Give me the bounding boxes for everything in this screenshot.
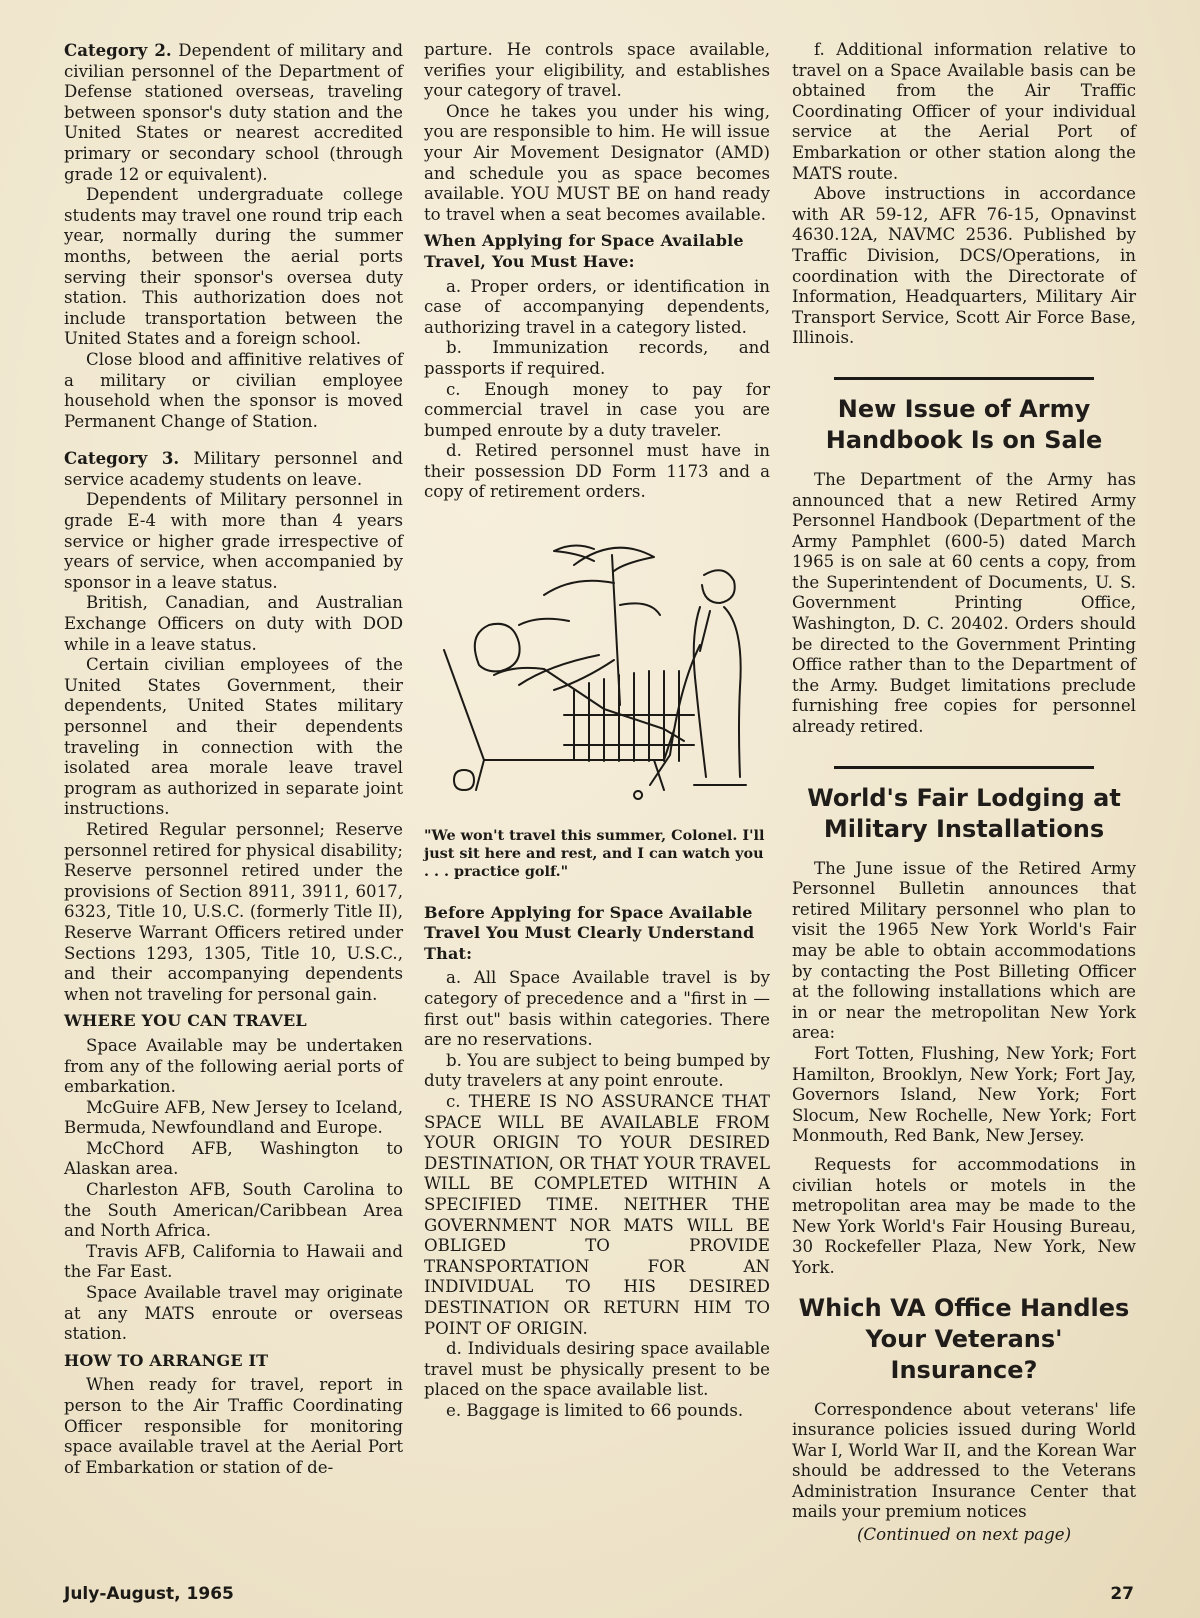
exchange-officers-paragraph: British, Canadian, and Australian Exchange Officers on duty with DOD while in a leave status.	[64, 593, 403, 654]
additional-info-paragraph: f. Additional information relative to travel on a Space Available basis can be obtained from the Air Traffic Coordinating Officer of your individual service at the Aerial Port of Embarkation or other station along the MATS route.	[792, 40, 1136, 183]
section-divider	[834, 377, 1094, 380]
continued-note: (Continued on next page)	[856, 1525, 1072, 1545]
dependents-paragraph: Dependents of Military personnel in grade E-4 with more than 4 years service or higher grade irrespective of years of service, when accompanied by sponsor in a leave status.	[64, 490, 403, 592]
cartoon-caption: "We won't travel this summer, Colonel. I'll just sit here and rest, and I can watch you . . . practice golf."	[424, 826, 765, 880]
forts-paragraph: Fort Totten, Flushing, New York; Fort Hamilton, Brooklyn, New York; Fort Jay, Governors Island, New York; Fort Slocum, New Rochelle, New York; Fort Monmouth, Red Bank, New Jersey.	[792, 1043, 1136, 1146]
charleston-paragraph: Charleston AFB, South Carolina to the South American/Caribbean Area and North Africa.	[64, 1180, 403, 1241]
column-1	[64, 40, 403, 1478]
category-2-lead: Category 2.	[64, 40, 172, 60]
departure-paragraph: parture. He controls space available, verifies your eligibility, and establishes your category of travel.	[424, 40, 770, 101]
before-applying-heading: Before Applying for Space Available Travel You Must Clearly Understand That:	[424, 902, 755, 963]
wing-paragraph: Once he takes you under his wing, you are responsible to him. He will issue your Air Movement Designator (AMD) and schedule you as space becomes available. YOU MUST BE on hand ready to travel when a seat becomes available.	[424, 101, 770, 224]
mcguire-paragraph: McGuire AFB, New Jersey to Iceland, Bermuda, Newfoundland and Europe.	[64, 1097, 403, 1138]
requests-paragraph: Requests for accommodations in civilian hotels or motels in the metropolitan area may be made to the New York World's Fair Housing Bureau, 30 Rockefeller Plaza, New York, New York.	[792, 1154, 1136, 1277]
how-to-arrange-heading: HOW TO ARRANGE IT	[64, 1350, 269, 1370]
travis-paragraph: Travis AFB, California to Hawaii and the Far East.	[64, 1241, 403, 1282]
understand-c: c. THERE IS NO ASSURANCE THAT SPACE WILL BE AVAILABLE FROM YOUR ORIGIN TO YOUR DESIRED DESTINATION, OR THAT YOUR TRAVEL WILL BE COMPLETED WITHIN A SPECIFIED TIME. NEITHER THE GOVERNMENT NOR MATS WILL BE OBLIGED TO PROVIDE TRANSPORTATION FOR AN INDIVIDUAL TO HIS DESIRED DESTINATION OR RETURN HIM TO POINT OF ORIGIN.	[424, 1092, 770, 1338]
issue-date: July-August, 1965	[64, 1584, 234, 1604]
page-number: 27	[1110, 1584, 1134, 1604]
space-available-paragraph: Space Available may be undertaken from any of the following aerial ports of embarkation.	[64, 1035, 403, 1097]
worlds-fair-article-title: World's Fair Lodging at Military Installations	[807, 783, 1121, 843]
ready-paragraph: When ready for travel, report in person to the Air Traffic Coordinating Officer responsible for monitoring space available travel at the Aerial Port of Embarkation or station of de-	[64, 1375, 403, 1477]
tree-icon	[519, 546, 660, 706]
requirement-b: b. Immunization records, and passports if required.	[424, 338, 770, 378]
category-3-paragraph: Category 3. Military personnel and service academy students on leave.	[64, 448, 403, 489]
section-divider	[834, 766, 1094, 769]
seated-woman-icon	[475, 624, 684, 741]
mcchord-paragraph: McChord AFB, Washington to Alaskan area.	[64, 1138, 403, 1179]
va-paragraph: Correspondence about veterans' life insurance policies issued during World War I, World War II, and the Korean War should be addressed to the Veterans Administration Insurance Center that mails your premium notices	[792, 1399, 1136, 1522]
civilian-employees-paragraph: Certain civilian employees of the United States Government, their dependents, United States military personnel and their dependents traveling in connection with the isolated area morale leave travel program as authorized in separate joint instructions.	[64, 655, 403, 819]
understand-e: e. Baggage is limited to 66 pounds.	[446, 1400, 744, 1420]
column-3	[792, 40, 1136, 1546]
understand-d: d. Individuals desiring space available travel must be physically present to be placed on the space available list.	[424, 1339, 770, 1400]
requirement-d: d. Retired personnel must have in their possession DD Form 1173 and a copy of retirement orders.	[424, 441, 770, 502]
instructions-paragraph: Above instructions in accordance with AR 59-12, AFR 76-15, Opnavinst 4630.12A, NAVMC 2536. Published by Traffic Division, DCS/Operations, in coordination with the Directorate of Information, Headquarters, Military Air Transport Service, Scott Air Force Base, Illinois.	[792, 184, 1136, 348]
requirement-c: c. Enough money to pay for commercial travel in case you are bumped enroute by a duty traveler.	[424, 379, 770, 440]
va-article-title: Which VA Office Handles Your Veterans' Insurance?	[798, 1293, 1130, 1384]
when-applying-heading: When Applying for Space Available Travel, You Must Have:	[424, 231, 744, 271]
relatives-paragraph: Close blood and affinitive relatives of a military or civilian employee household when the sponsor is moved Permanent Change of Station.	[64, 349, 403, 431]
handbook-paragraph: The Department of the Army has announced that a new Retired Army Personnel Handbook (Department of the Army Pamphlet (600-5) dated March 1965 is on sale at 60 cents a copy, from the Superintendent of Documents, U. S. Government Printing Office, Washington, D. C. 20402. Orders should be directed to the Government Printing Office rather than to the Department of the Army. Budget limitations preclude furnishing free copies for personnel already retired.	[792, 469, 1136, 737]
category-3-lead: Category 3.	[64, 448, 180, 469]
handbook-article-title: New Issue of Army Handbook Is on Sale	[825, 394, 1103, 454]
fence-icon	[564, 671, 694, 761]
understand-a: a. All Space Available travel is by category of precedence and a "first in —first out" basis within categories. There are no reservations.	[424, 968, 770, 1050]
golf-cartoon-illustration	[424, 515, 770, 815]
column-2	[424, 40, 770, 1422]
golf-ball-icon	[634, 791, 642, 799]
understand-b: b. You are subject to being bumped by duty travelers at any point enroute.	[424, 1050, 770, 1091]
june-issue-paragraph: The June issue of the Retired Army Personnel Bulletin announces that retired Military personnel who plan to visit the 1965 New York World's Fair may be able to obtain accommodations by contacting the Post Billeting Officer at the following installations which are in or near the metropolitan New York area:	[792, 858, 1136, 1043]
requirement-a: a. Proper orders, or identification in case of accompanying dependents, authorizing travel in a category listed.	[424, 276, 770, 337]
undergrad-paragraph: Dependent undergraduate college students may travel one round trip each year, normally during the summer months, between the aerial ports serving their sponsor's oversea duty station. This authorization does not include transportation between the United States and a foreign school.	[64, 185, 403, 349]
where-you-can-travel-heading: WHERE YOU CAN TRAVEL	[64, 1011, 307, 1031]
originate-paragraph: Space Available travel may originate at any MATS enroute or overseas station.	[64, 1283, 403, 1344]
retired-personnel-paragraph: Retired Regular personnel; Reserve personnel retired for physical disability; Reserve personnel retired under the provisions of Section 8911, 3911, 6017, 6323, Title 10, U.S.C. (formerly Title II), Reserve Warrant Officers retired under Sections 1293, 1305, Title 10, U.S.C., and their accompanying dependents when not traveling for personal gain.	[64, 819, 403, 1004]
category-2-paragraph: Category 2. Dependent of military and civilian personnel of the Department of Defense stationed overseas, traveling between sponsor's duty station and the United States or nearest accredited primary or secondary school (through grade 12 or equivalent).	[64, 40, 403, 184]
